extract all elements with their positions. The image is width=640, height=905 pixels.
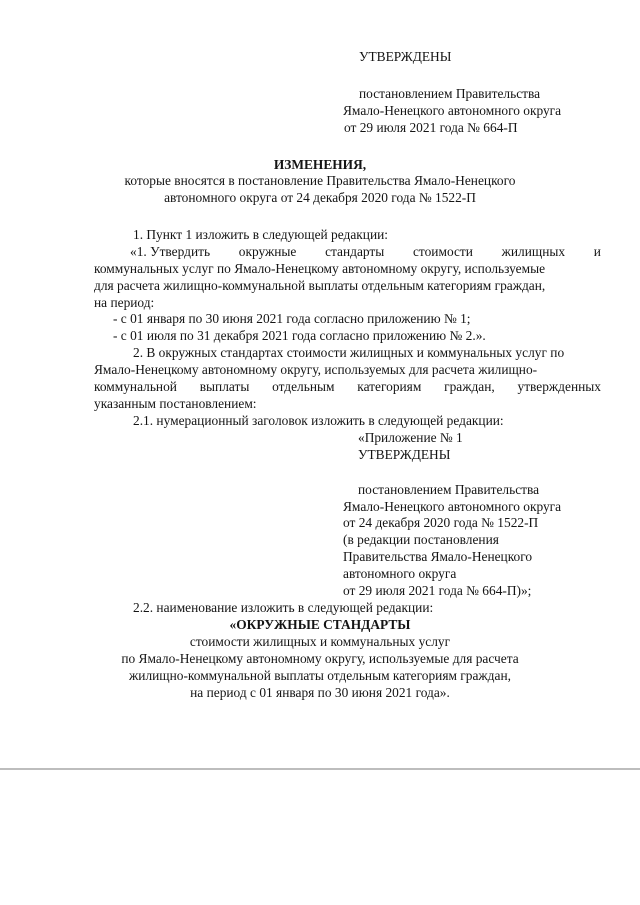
word: стандарты bbox=[325, 244, 385, 259]
annex-line: УТВЕРЖДЕНЫ bbox=[358, 447, 451, 462]
list-item: - с 01 января по 30 июня 2021 года согласно приложению № 1; bbox=[113, 311, 471, 326]
document-title: ИЗМЕНЕНИЯ, bbox=[273, 157, 367, 172]
standards-heading: «ОКРУЖНЫЕ СТАНДАРТЫ bbox=[229, 617, 411, 632]
paragraph-2-1: 2.1. нумерационный заголовок изложить в следующей редакции: bbox=[133, 413, 504, 428]
document-subtitle: которые вносятся в постановление Правительства Ямало-Ненецкого bbox=[124, 173, 516, 188]
annex-line: от 29 июля 2021 года № 664-П)»; bbox=[343, 583, 532, 598]
standards-line: стоимости жилищных и коммунальных услуг bbox=[189, 634, 451, 649]
approval-heading: УТВЕРЖДЕНЫ bbox=[359, 49, 452, 64]
approval-line: от 29 июля 2021 года № 664-П bbox=[344, 120, 518, 135]
annex-line: Правительства Ямало-Ненецкого bbox=[343, 549, 533, 564]
annex-line: «Приложение № 1 bbox=[358, 430, 463, 445]
approval-line: Ямало-Ненецкого автономного округа bbox=[343, 103, 562, 118]
annex-line: от 24 декабря 2020 года № 1522-П bbox=[343, 515, 539, 530]
standards-line: жилищно-коммунальной выплаты отдельным категориям граждан, bbox=[129, 668, 511, 683]
word: коммунальной bbox=[94, 379, 177, 394]
paragraph-2-line: 2. В окружных стандартах стоимости жилищных и коммунальных услуг по bbox=[133, 345, 565, 360]
word: и bbox=[593, 244, 601, 259]
word: жилищных bbox=[501, 244, 566, 259]
paragraph-1-quote-line bbox=[130, 243, 601, 260]
word: утвержденных bbox=[517, 379, 601, 394]
blank-area bbox=[0, 770, 640, 905]
annex-line: постановлением Правительства bbox=[358, 482, 540, 497]
paragraph-1-line: для расчета жилищно-коммунальной выплаты отдельным категориям граждан, bbox=[94, 278, 546, 293]
paragraph-1-line: на период: bbox=[94, 295, 155, 310]
annex-line: автономного округа bbox=[343, 566, 457, 581]
paragraph-2-2: 2.2. наименование изложить в следующей редакции: bbox=[133, 600, 434, 615]
word: отдельным bbox=[272, 379, 335, 394]
word: выплаты bbox=[199, 379, 250, 394]
approval-line: постановлением Правительства bbox=[359, 86, 541, 101]
paragraph-2-justified-line bbox=[94, 378, 601, 395]
word: категориям bbox=[357, 379, 422, 394]
word: граждан, bbox=[444, 379, 495, 394]
paragraph-2-line: Ямало-Ненецкому автономному округу, используемых для расчета жилищно- bbox=[94, 362, 538, 377]
annex-line: Ямало-Ненецкого автономного округа bbox=[343, 499, 562, 514]
standards-line: по Ямало-Ненецкому автономному округу, используемые для расчета bbox=[121, 651, 519, 666]
document-subtitle: автономного округа от 24 декабря 2020 года № 1522-П bbox=[164, 190, 476, 205]
annex-line: (в редакции постановления bbox=[343, 532, 499, 547]
word: стоимости bbox=[412, 244, 473, 259]
word: окружные bbox=[238, 244, 297, 259]
paragraph-1: 1. Пункт 1 изложить в следующей редакции: bbox=[133, 227, 389, 242]
list-item: - с 01 июля по 31 декабря 2021 года согласно приложению № 2.». bbox=[113, 328, 486, 343]
paragraph-1-line: коммунальных услуг по Ямало-Ненецкому автономному округу, используемые bbox=[94, 261, 546, 276]
standards-line: на период с 01 января по 30 июня 2021 года». bbox=[190, 685, 450, 700]
word: «1. Утвердить bbox=[130, 244, 211, 259]
paragraph-2-line: указанным постановлением: bbox=[94, 396, 257, 411]
